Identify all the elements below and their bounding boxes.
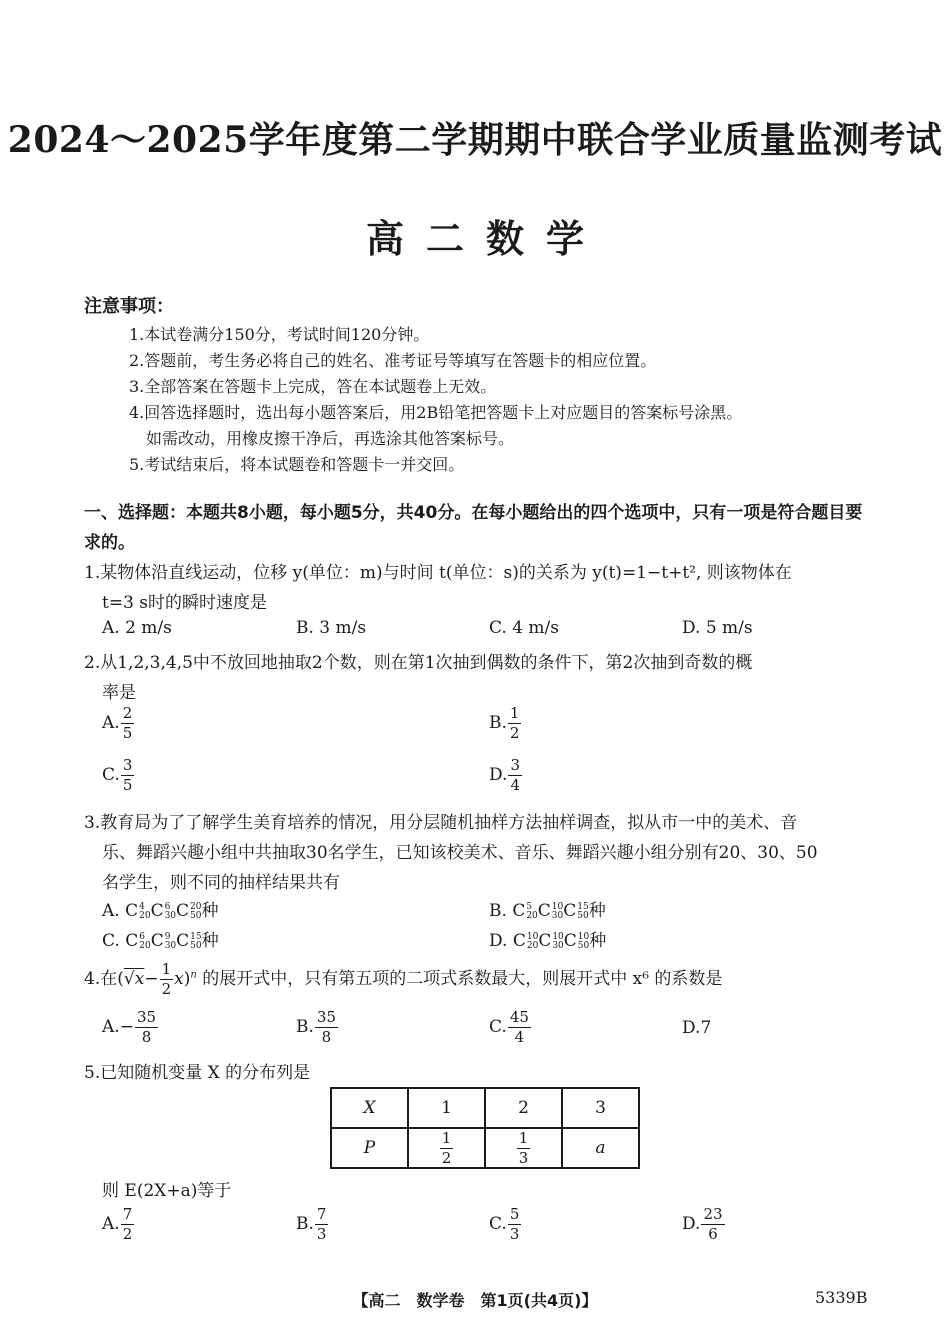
q3-option-c xyxy=(102,926,219,951)
option-label: B. xyxy=(489,901,507,921)
q4-option-d xyxy=(682,1018,711,1038)
option-label: C. xyxy=(102,765,120,785)
combo-bottom: 30 xyxy=(552,940,564,951)
q4-stem xyxy=(84,962,722,997)
q5-question: 则 E(2X+a)等于 xyxy=(102,1181,232,1201)
notice-item-1: 1.本试卷满分150分，考试时间120分钟。 xyxy=(129,325,430,344)
q2-option-c xyxy=(102,758,135,793)
numerator: 1 xyxy=(441,1128,452,1147)
q5-line1: 5.已知随机变量 X 的分布列是 xyxy=(84,1063,311,1083)
option-label: C. xyxy=(489,1017,507,1037)
denominator: 2 xyxy=(122,1225,133,1243)
option-label: C. xyxy=(489,1214,507,1234)
fraction xyxy=(508,1207,522,1242)
denominator: 4 xyxy=(510,776,520,794)
fraction xyxy=(315,1010,338,1045)
q2-line2: 率是 xyxy=(102,683,136,703)
exam-title: 2024～2025学年度第二学期期中联合学业质量监测考试 xyxy=(7,119,943,161)
denominator: 2 xyxy=(441,1148,452,1167)
combo-bottom: 30 xyxy=(164,910,177,921)
combo-top: 10 xyxy=(577,931,590,942)
numerator: 35 xyxy=(136,1008,157,1026)
combo-top: 6 xyxy=(164,901,171,912)
denominator: 6 xyxy=(708,1225,718,1243)
option-label: D. xyxy=(489,931,508,951)
option-label: A. xyxy=(102,713,120,733)
q1-option-b: B. 3 m/s xyxy=(296,618,367,638)
fraction xyxy=(121,1207,135,1242)
q3-option-b xyxy=(489,896,606,921)
q1-option-c: C. 4 m/s xyxy=(489,618,560,638)
q4-prefix: 4.在 xyxy=(84,969,118,989)
combo-bottom: 50 xyxy=(577,940,590,951)
q1-line1: 1.某物体沿直线运动，位移 y(单位：m)与时间 t(单位：s)的关系为 y(t)=1−t+t², 则该物体在 xyxy=(84,563,792,583)
combo-bottom: 20 xyxy=(526,910,538,921)
q3-option-d xyxy=(489,926,606,951)
combo-top: 15 xyxy=(577,901,589,912)
subject-title: 高二数学 xyxy=(365,216,606,261)
combo-bottom: 50 xyxy=(577,910,589,921)
combination: C 10 30 xyxy=(538,931,564,951)
unit: 种 xyxy=(589,931,607,951)
distribution-table xyxy=(330,1087,640,1169)
fraction xyxy=(508,706,522,741)
fraction xyxy=(508,758,522,793)
combo-top: 9 xyxy=(164,931,171,942)
table-cell: P xyxy=(331,1128,408,1168)
option-value: 7 xyxy=(700,1018,712,1038)
denominator: 3 xyxy=(509,1225,520,1243)
q4-option-b xyxy=(296,1010,339,1045)
option-label: D. xyxy=(682,1018,701,1038)
notice-item-2: 2.答题前，考生务必将自己的姓名、准考证号等填写在答题卡的相应位置。 xyxy=(129,351,657,370)
denominator: 5 xyxy=(122,776,133,794)
table-row xyxy=(331,1128,639,1168)
q5-option-c xyxy=(489,1207,522,1242)
numerator: 3 xyxy=(510,756,520,774)
table-cell: a xyxy=(562,1128,639,1168)
combo-bottom: 50 xyxy=(190,940,202,951)
numerator: 3 xyxy=(122,756,133,774)
section-heading: 一、选择题：本题共8小题，每小题5分，共40分。在每小题给出的四个选项中，只有一项是符合题目要求的。 xyxy=(84,503,863,553)
exam-code: 5339B xyxy=(815,1288,868,1307)
combo-top: 10 xyxy=(552,931,564,942)
numerator: 2 xyxy=(122,704,133,722)
combo-bottom: 30 xyxy=(551,910,564,921)
combination: C 9 30 xyxy=(150,931,177,951)
unit: 种 xyxy=(588,901,606,921)
option-label: D. xyxy=(489,765,508,785)
unit: 种 xyxy=(201,931,219,951)
option-label: B. xyxy=(296,1017,314,1037)
sign: − xyxy=(119,1017,134,1037)
unit: 种 xyxy=(201,901,219,921)
combo-bottom: 30 xyxy=(164,940,177,951)
numerator: 1 xyxy=(518,1128,529,1147)
q2-line1: 2.从1,2,3,4,5中不放回地抽取2个数，则在第1次抽到偶数的条件下，第2次抽到奇数的概 xyxy=(84,653,753,673)
page-footer: 【高二 数学卷 第1页(共4页)】 xyxy=(352,1291,598,1310)
combo-bottom: 20 xyxy=(526,940,539,951)
q4-suffix: 的展开式中，只有第五项的二项式系数最大，则展开式中 x⁶ 的系数是 xyxy=(202,969,723,989)
combo-top: 6 xyxy=(139,931,145,942)
option-label: A. xyxy=(102,1214,120,1234)
q2-option-d xyxy=(489,758,523,793)
combination: C 10 50 xyxy=(563,931,590,951)
fraction xyxy=(121,706,135,741)
numerator: 23 xyxy=(703,1205,723,1223)
q3-option-a xyxy=(102,896,219,921)
combination: C 4 20 xyxy=(125,901,151,921)
combination: C 20 50 xyxy=(176,901,202,921)
denominator: 8 xyxy=(321,1028,332,1046)
q4-option-c xyxy=(489,1010,532,1045)
option-label: D. xyxy=(682,1214,701,1234)
table-cell: X xyxy=(331,1088,408,1128)
numerator: 5 xyxy=(509,1205,520,1223)
option-label: A. xyxy=(102,1017,120,1037)
combo-bottom: 50 xyxy=(190,910,202,921)
q3-line3: 名学生，则不同的抽样结果共有 xyxy=(102,873,340,893)
combo-bottom: 20 xyxy=(139,910,151,921)
combo-top: 15 xyxy=(190,931,202,942)
combo-top: 4 xyxy=(139,901,145,912)
notice-item-3: 3.全部答案在答题卡上完成，答在本试题卷上无效。 xyxy=(129,377,497,396)
option-label: C. xyxy=(102,931,120,951)
combo-top: 10 xyxy=(526,931,539,942)
binomial-expression: (√x− $\frac{1}{2}$ x)$^n$ xyxy=(117,960,197,998)
denominator: 5 xyxy=(122,724,133,742)
option-label: B. xyxy=(489,713,507,733)
q1-option-d: D. 5 m/s xyxy=(682,618,753,638)
denominator: 4 xyxy=(514,1028,525,1046)
table-cell: 3 xyxy=(562,1088,639,1128)
q5-option-a xyxy=(102,1207,135,1242)
combination: C 6 20 xyxy=(125,931,151,951)
fraction xyxy=(508,1010,531,1045)
option-label: B. xyxy=(296,1214,314,1234)
table-cell xyxy=(408,1128,485,1168)
table-cell: 1 xyxy=(408,1088,485,1128)
fraction xyxy=(440,1128,454,1167)
q1-option-a: A. 2 m/s xyxy=(102,618,172,638)
notice-item-5: 5.考试结束后，将本试题卷和答题卡一并交回。 xyxy=(129,455,465,474)
combo-top: 5 xyxy=(526,901,533,912)
combination: C 15 50 xyxy=(176,931,202,951)
q2-option-b xyxy=(489,706,522,741)
fraction xyxy=(701,1207,724,1242)
combination: C 5 20 xyxy=(512,901,538,921)
q4-option-a xyxy=(102,1010,159,1045)
combination: C 6 30 xyxy=(150,901,177,921)
notice-item-4-cont: 如需改动，用橡皮擦干净后，再选涂其他答案标号。 xyxy=(146,429,515,448)
fraction xyxy=(135,1010,158,1045)
combo-bottom: 20 xyxy=(139,940,151,951)
q5-option-b xyxy=(296,1207,329,1242)
notice-item-4: 4.回答选择题时，选出每小题答案后，用2B铅笔把答题卡上对应题目的答案标号涂黑。 xyxy=(129,403,743,422)
denominator: 8 xyxy=(141,1028,152,1046)
combo-top: 20 xyxy=(190,901,202,912)
denominator: 3 xyxy=(316,1225,327,1243)
table-cell xyxy=(485,1128,562,1168)
combination: C 10 20 xyxy=(512,931,539,951)
q2-option-a xyxy=(102,706,135,741)
q1-line2: t=3 s时的瞬时速度是 xyxy=(102,593,268,613)
numerator: 45 xyxy=(509,1008,529,1026)
table-row xyxy=(331,1088,639,1128)
q3-line2: 乐、舞蹈兴趣小组中共抽取30名学生，已知该校美术、音乐、舞蹈兴趣小组分别有20、30、50 xyxy=(102,843,818,863)
fraction xyxy=(121,758,135,793)
combination: C 15 50 xyxy=(563,901,589,921)
fraction xyxy=(517,1128,531,1167)
denominator: 2 xyxy=(509,724,520,742)
option-label: A. xyxy=(102,901,120,921)
table-cell: 2 xyxy=(485,1088,562,1128)
denominator: 3 xyxy=(518,1148,529,1167)
numerator: 1 xyxy=(509,704,520,722)
combo-top: 10 xyxy=(551,901,564,912)
numerator: 7 xyxy=(316,1205,327,1223)
notice-heading: 注意事项： xyxy=(84,296,174,317)
q3-line1: 3.教育局为了了解学生美育培养的情况，用分层随机抽样方法抽样调查，拟从市一中的美术、音 xyxy=(84,813,798,833)
fraction xyxy=(315,1207,329,1242)
numerator: 35 xyxy=(316,1008,336,1026)
combination: C 10 30 xyxy=(537,901,564,921)
q5-option-d xyxy=(682,1207,726,1242)
numerator: 7 xyxy=(122,1205,133,1223)
